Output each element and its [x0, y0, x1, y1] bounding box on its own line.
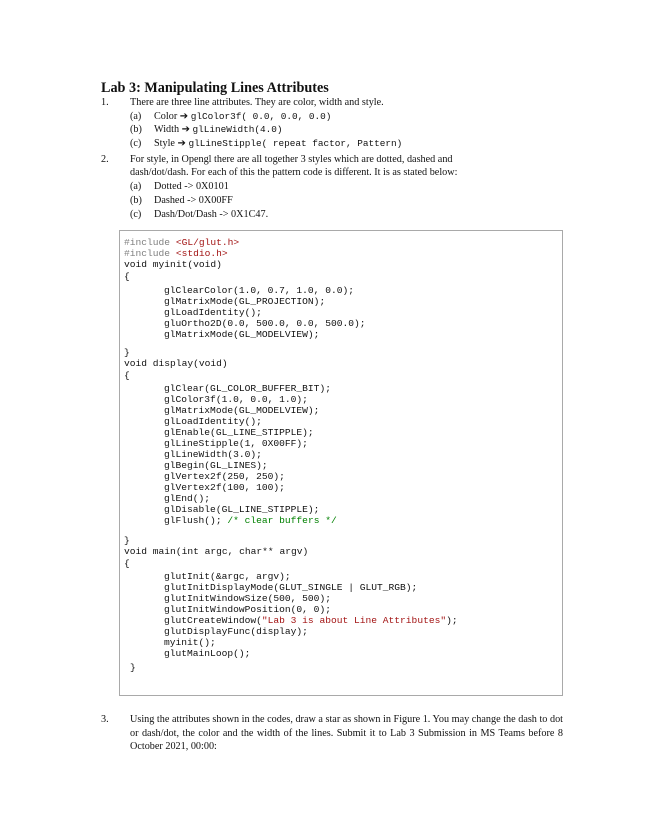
code-line: glLineWidth(3.0);: [164, 449, 262, 460]
item-code: glLineWidth(4.0): [192, 124, 283, 135]
item-label: (c): [130, 209, 142, 220]
code-line: glutInitDisplayMode(GLUT_SINGLE | GLUT_RGB);: [164, 582, 418, 593]
code-brace-close: }: [124, 535, 130, 546]
code-line: glutDisplayFunc(display);: [164, 626, 308, 637]
section-3-text: Using the attributes shown in the codes, draw a star as shown in Figure 1. You may change the dash to dot or dash/dot, the color and the width of the lines. Submit it to Lab 3 Submission in MS Teams before 8 October 2021, 00:00:: [130, 714, 563, 752]
code-comment: /* clear buffers */: [227, 515, 337, 526]
section-2-text-line-2: dash/dot/dash. For each of this the pattern code is different. It is as stated below:: [130, 167, 458, 178]
code-line: glClear(GL_COLOR_BUFFER_BIT);: [164, 383, 331, 394]
code-create-window-line: [164, 615, 458, 626]
item-label: (b): [130, 195, 142, 206]
code-line: glBegin(GL_LINES);: [164, 460, 268, 471]
page-title: Lab 3: Manipulating Lines Attributes: [101, 80, 329, 96]
right-arrow-icon: ➔: [177, 138, 186, 149]
code-myinit-signature: void myinit(void): [124, 259, 222, 270]
code-brace-open: {: [124, 558, 130, 569]
preprocessor-directive: #include: [124, 237, 171, 248]
item-code: glColor3f( 0.0, 0.0, 0.0): [190, 111, 332, 122]
code-line: glutInitWindowSize(500, 500);: [164, 593, 331, 604]
code-line: glColor3f(1.0, 0.0, 1.0);: [164, 394, 308, 405]
code-line: glClearColor(1.0, 0.7, 1.0, 0.0);: [164, 285, 354, 296]
code-listing: [119, 230, 563, 696]
code-line: myinit();: [164, 637, 216, 648]
section-2-item-dash-dot-dash: [130, 209, 268, 220]
item-text: Dashed -> 0X00FF: [154, 195, 233, 206]
code-line: glLineStipple(1, 0X00FF);: [164, 438, 308, 449]
item-label: (b): [130, 124, 142, 135]
item-name: Width: [154, 124, 180, 135]
code-line: glMatrixMode(GL_MODELVIEW);: [164, 405, 320, 416]
item-name: Color: [154, 111, 178, 122]
item-text: Dotted -> 0X0101: [154, 181, 229, 192]
code-line: gluOrtho2D(0.0, 500.0, 0.0, 500.0);: [164, 318, 366, 329]
code-main-signature: void main(int argc, char** argv): [124, 546, 309, 557]
preprocessor-directive: #include: [124, 248, 171, 259]
section-2-item-dotted: [130, 181, 229, 192]
code-line: glMatrixMode(GL_PROJECTION);: [164, 296, 326, 307]
item-name: Style: [154, 138, 175, 149]
code-line: glutInit(&argc, argv);: [164, 571, 291, 582]
section-1-number: 1.: [101, 97, 109, 108]
item-label: (c): [130, 138, 142, 149]
section-1-item-width: [130, 124, 283, 135]
item-code: glLineStipple( repeat factor, Pattern): [188, 138, 403, 149]
right-arrow-icon: ➔: [179, 111, 189, 122]
code-line: glLoadIdentity();: [164, 307, 262, 318]
code-string: "Lab 3 is about Line Attributes": [261, 615, 447, 626]
item-label: (a): [130, 181, 142, 192]
code-line: glutMainLoop();: [164, 648, 251, 659]
section-1-text: There are three line attributes. They are color, width and style.: [130, 97, 384, 108]
code-flush-line: [164, 515, 337, 526]
code-call: glFlush();: [164, 515, 222, 526]
code-include-glut: [124, 237, 239, 248]
section-3-number: 3.: [101, 714, 109, 725]
code-brace-open: {: [124, 271, 130, 282]
code-line: glEnable(GL_LINE_STIPPLE);: [164, 427, 314, 438]
code-line: glVertex2f(100, 100);: [164, 482, 285, 493]
code-line: glutInitWindowPosition(0, 0);: [164, 604, 331, 615]
item-label: (a): [130, 111, 142, 122]
item-text: Dash/Dot/Dash -> 0X1C47.: [154, 209, 269, 220]
section-2-text-line-1: For style, in Opengl there are all together 3 styles which are dotted, dashed and: [130, 154, 453, 165]
code-brace-close: }: [130, 662, 136, 673]
code-line: glVertex2f(250, 250);: [164, 471, 285, 482]
code-line: glEnd();: [164, 493, 211, 504]
code-brace-close: }: [124, 347, 130, 358]
code-line: glLoadIdentity();: [164, 416, 262, 427]
section-1-item-style: [130, 138, 402, 149]
section-2-number: 2.: [101, 154, 109, 165]
code-line: glDisable(GL_LINE_STIPPLE);: [164, 504, 320, 515]
code-line: glMatrixMode(GL_MODELVIEW);: [164, 329, 320, 340]
code-brace-open: {: [124, 370, 130, 381]
code-include-stdio: [124, 248, 228, 259]
section-2-item-dashed: [130, 195, 233, 206]
code-call: glutCreateWindow(: [164, 615, 262, 626]
right-arrow-icon: ➔: [181, 124, 190, 135]
include-file: <stdio.h>: [175, 248, 228, 259]
section-1-item-color: [130, 111, 331, 122]
include-file: <GL/glut.h>: [175, 237, 240, 248]
code-call-end: );: [446, 615, 458, 626]
code-display-signature: void display(void): [124, 358, 228, 369]
